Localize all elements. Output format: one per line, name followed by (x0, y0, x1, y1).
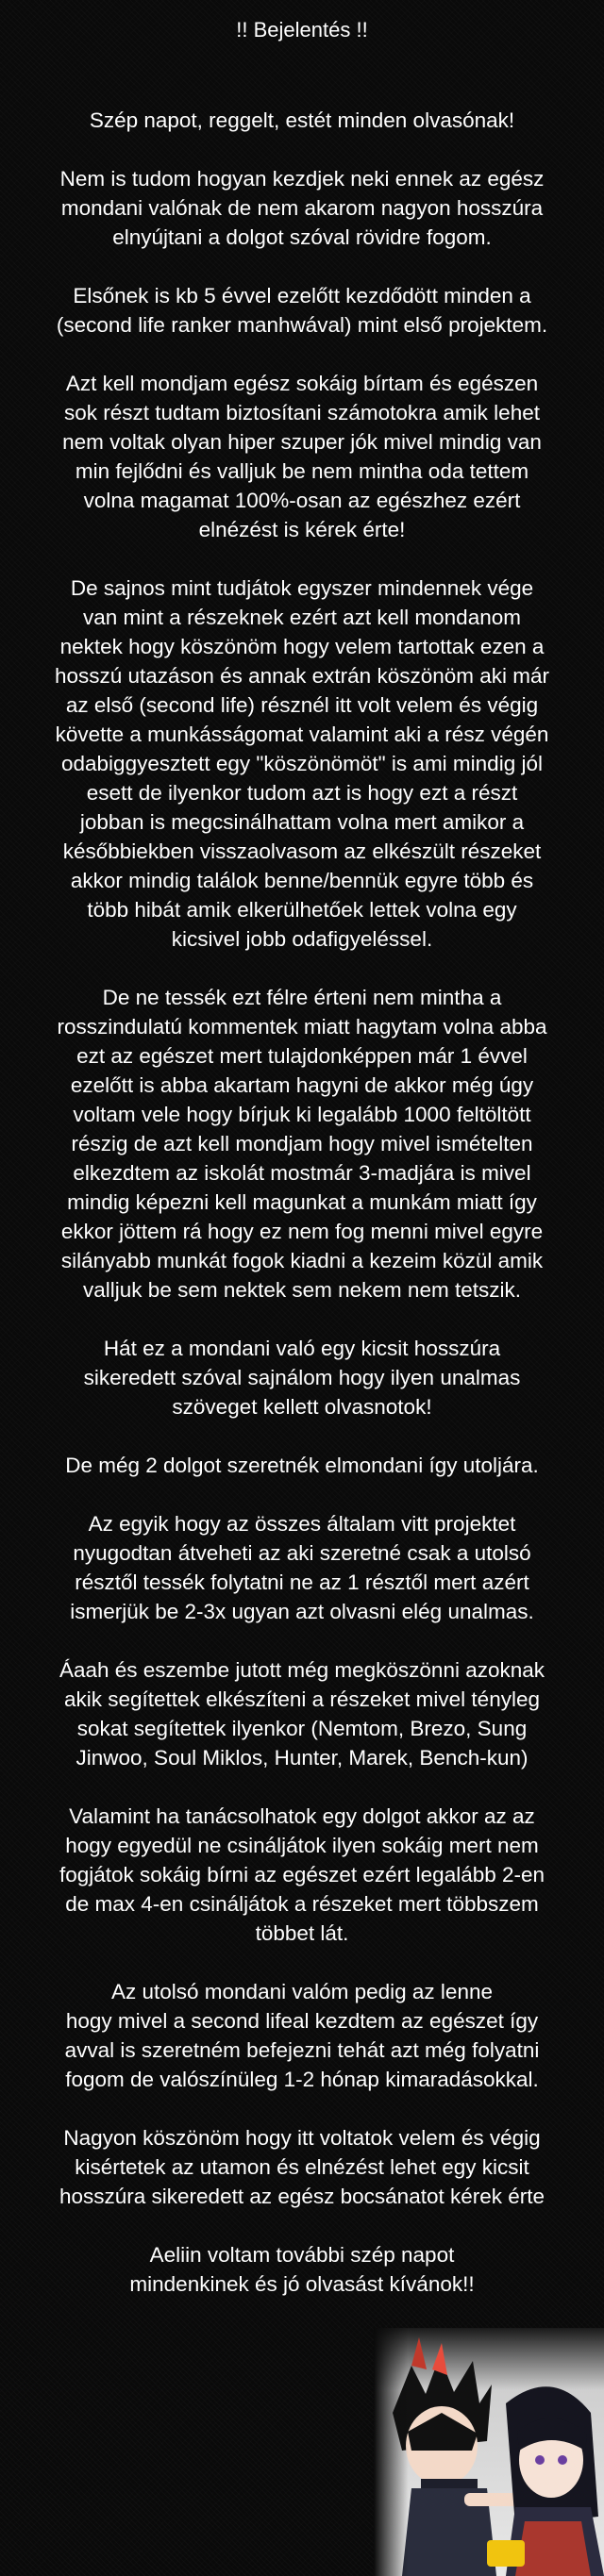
paragraph-credits: Áaah és eszembe jutott még megköszönni azoknak akik segítettek elkészíteni a részeket mivel tényleg sokat segítettek ilyenkor (Nemtom, Brezo, Sung Jinwoo, Soul Miklos, Hunter, Marek, Bench-kun) (59, 1658, 545, 1770)
paragraph-two-things: De még 2 dolgot szeretnék elmondani így utoljára. (65, 1454, 539, 1477)
paragraph-greeting: Szép napot, reggelt, estét minden olvasónak! (89, 108, 515, 132)
anime-characters-illustration (374, 2328, 604, 2576)
paragraph-advice: Valamint ha tanácsolhatok egy dolgot akkor az az hogy egyedül ne csináljátok ilyen sokáig mert nem fogjátok sokáig bírni az egészet ezért legalább 2-en de max 4-en csináljátok a részeket mert többszem többet lát. (59, 1804, 545, 1945)
paragraph-thanks: De sajnos mint tudjátok egyszer mindennek vége van mint a részeknek ezért azt kell mondanom nektek hogy köszönöm hogy velem tartottak ezen a hosszú utazáson és annak extrán köszönöm aki már az első (second life) résznél itt volt velem és végig követte a munkásságomat valamint aki a rész végén odabiggyesztett egy "köszönömöt" is ami mindig jól esett de ilyenkor tudom azt is hogy ezt a részt jobban is megcsinálhattam volna mert amikor a későbbiekben visszaolvasom az elkészült részeket akkor mindig találok benne/bennük egyre több és több hibát amik elkerülhetőek lettek volna egy kicsivel jobb odafigyeléssel. (54, 576, 550, 951)
paragraph-apology: Azt kell mondjam egész sokáig bírtam és egészen sok részt tudtam biztosítani számotokra amik lehet nem voltak olyan hiper szuper jók mivel mindig van min fejlődni és valljuk be nem mintha oda tettem volna magamat 100%-osan az egészhez ezért elnézést is kérek érte! (62, 372, 542, 541)
paragraph-history: Elsőnek is kb 5 évvel ezelőtt kezdődött minden a (second life ranker manhwával) mint első projektem. (56, 284, 548, 337)
paragraph-projects: Az egyik hogy az összes általam vitt projektet nyugodtan átveheti az aki szeretné csak a utolsó résztől tessék folytatni ne az 1 résztől mert azért ismerjük be 2-3x ugyan azt olvasni elég unalmas. (70, 1512, 534, 1623)
paragraph-gratitude: Nagyon köszönöm hogy itt voltatok velem és végig kisértetek az utamon és elnézést lehet egy kicsit hosszúra sikeredett az egész bocsánatot kérek érte (59, 2126, 545, 2208)
paragraph-signoff: Aeliin voltam további szép napot mindenkinek és jó olvasást kívánok!! (129, 2243, 475, 2296)
paragraph-reason: De ne tessék ezt félre érteni nem mintha a rosszindulatú kommentek miatt hagytam volna abba ezt az egészet mert tulajdonképpen már 1 évvel ezelőtt is abba akartam hagyni de akkor még úgy voltam vele hogy bírjuk ki legalább 1000 feltöltött részig de azt kell mondjam hogy mivel ismételten elkezdtem az iskolát mostmár 3-madjára is mivel mindig képezni kell magunkat a munkám miatt így ekkor jöttem rá hogy ez nem fog menni mivel egyre silányabb munkát fogok kiadni a kezeim közül amik valljuk be sem nektek sem nekem nem tetszik. (57, 986, 547, 1302)
paragraph-intro: Nem is tudom hogyan kezdjek neki ennek az egész mondani valónak de nem akarom nagyon hosszúra elnyújtani a dolgot szóval rövidre fogom. (59, 167, 545, 249)
announcement-title: !! Bejelentés !! (236, 18, 368, 42)
paragraph-sorry: Hát ez a mondani való egy kicsit hosszúra sikeredett szóval sajnálom hogy ilyen unalmas szöveget kellett olvasnotok! (83, 1337, 521, 1419)
paragraph-continuation: Az utolsó mondani valóm pedig az lenne hogy mivel a second lifeal kezdtem az egészet így avval is szeretném befejezni tehát azt még folyatni fogom de valószínüleg 1-2 hónap kimaradásokkal. (64, 1980, 540, 2091)
announcement-body (19, 106, 585, 2328)
